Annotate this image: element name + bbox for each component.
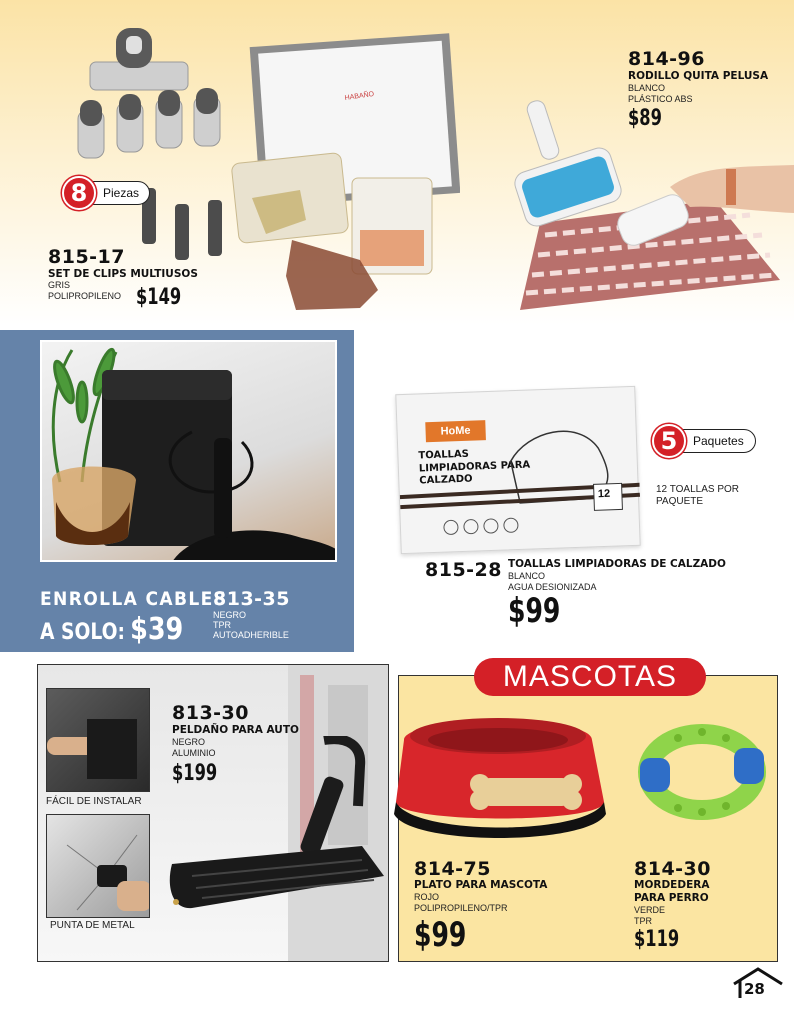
caption-install: FÁCIL DE INSTALAR [46, 796, 142, 807]
product-color: VERDE [634, 905, 666, 915]
package-brand: HoMe [425, 420, 486, 442]
product-code: 815-17 [48, 246, 125, 268]
towels-note: 12 TOALLAS POR PAQUETE [656, 484, 740, 507]
promo-prefix: A SOLO: [40, 620, 125, 645]
page-number-block [732, 966, 784, 1002]
install-illustration [47, 689, 150, 792]
product-name: RODILLO QUITA PELUSA [628, 70, 769, 82]
badge-number: 8 [62, 176, 96, 210]
package-count: 12 [597, 487, 611, 501]
product-name: SET DE CLIPS MULTIUSOS [48, 268, 198, 280]
toy-product-image [638, 720, 768, 820]
product-code: 814-75 [414, 858, 491, 880]
install-photo [46, 688, 150, 792]
product-material: PLÁSTICO ABS [628, 94, 693, 104]
product-price: $89 [628, 106, 662, 131]
rodillo-product-image [500, 95, 794, 320]
promo-price: $39 [130, 612, 184, 647]
product-material: TPR [213, 620, 231, 630]
shoe-illustration [396, 387, 641, 555]
product-color: BLANCO [508, 571, 546, 581]
product-name: TOALLAS LIMPIADORAS DE CALZADO [508, 558, 726, 570]
product-material: AGUA DESIONIZADA [508, 582, 597, 592]
page-number: 28 [744, 980, 765, 998]
product-color: NEGRO [213, 610, 247, 620]
badge-number: 5 [652, 424, 686, 458]
promo-price-line [40, 612, 183, 647]
towels-package [395, 386, 640, 554]
product-material: POLIPROPILENO [48, 291, 122, 301]
glass-illustration [47, 815, 150, 918]
promo-title: ENROLLA CABLES [40, 588, 228, 610]
badge-label: Paquetes [693, 434, 744, 448]
product-name-line1: MORDEDERA [634, 879, 710, 891]
product-name: PLATO PARA MASCOTA [414, 879, 548, 891]
product-color: BLANCO [628, 83, 666, 93]
metal-tip-photo [46, 814, 150, 918]
package-title: TOALLAS LIMPIADORAS PARA CALZADO [418, 448, 531, 487]
product-code: 814-96 [628, 48, 705, 70]
product-price: $119 [634, 927, 680, 952]
svg-text:HABAÑO: HABAÑO [344, 90, 375, 102]
bowl-product-image [392, 706, 614, 846]
product-material: TPR [634, 916, 652, 926]
product-price: $99 [414, 915, 467, 955]
pets-title: MASCOTAS [474, 658, 706, 696]
cables-photo [40, 340, 337, 562]
product-code: 813-30 [172, 702, 249, 724]
product-code: 815-28 [425, 559, 502, 581]
product-extra: AUTOADHERIBLE [213, 630, 289, 640]
cables-product-image [42, 342, 337, 562]
product-material: POLIPROPILENO/TPR [414, 903, 508, 913]
product-price: $99 [508, 591, 561, 631]
badge-label: Piezas [103, 186, 140, 200]
product-code: 813-35 [213, 588, 290, 610]
product-name: PELDAÑO PARA AUTO [172, 724, 299, 736]
product-code: 814-30 [634, 858, 711, 880]
product-name-line2: PARA PERRO [634, 892, 709, 904]
product-material: ALUMINIO [172, 748, 216, 758]
product-color: GRIS [48, 280, 71, 290]
caption-metal-tip: PUNTA DE METAL [50, 920, 135, 931]
product-price: $199 [172, 761, 218, 786]
product-color: NEGRO [172, 737, 206, 747]
product-color: ROJO [414, 892, 440, 902]
product-price: $149 [136, 285, 182, 310]
